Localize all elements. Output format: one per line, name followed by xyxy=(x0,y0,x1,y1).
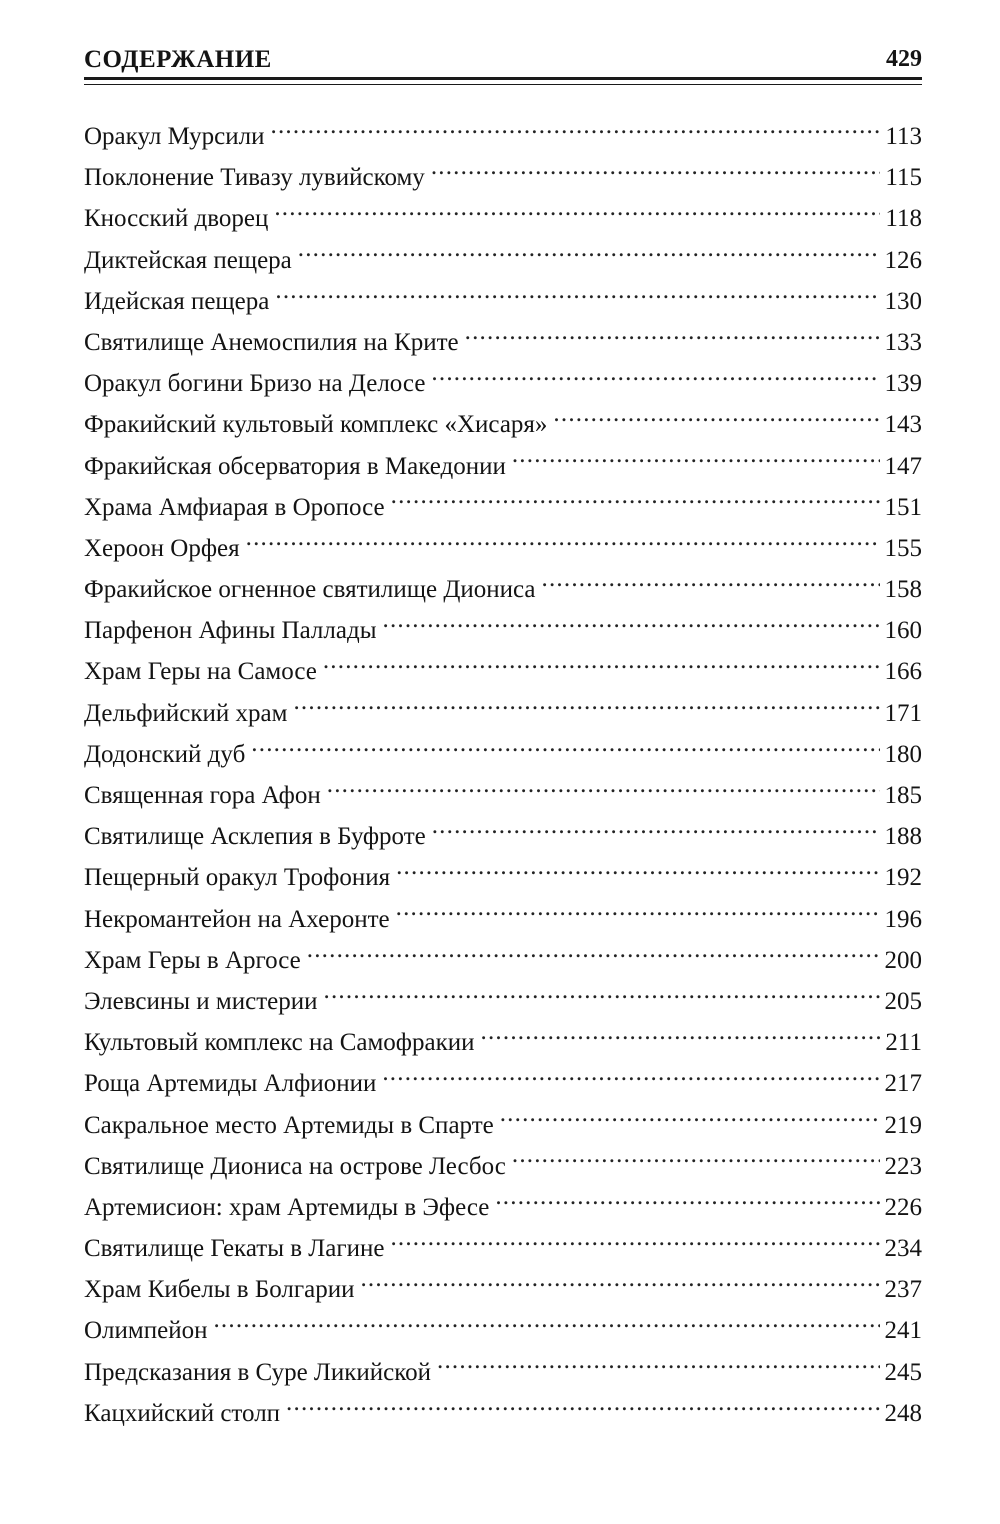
toc-entry xyxy=(84,1226,922,1267)
header-rule-thin xyxy=(84,84,922,85)
toc-dot-leader xyxy=(246,526,880,556)
toc-entry xyxy=(84,279,922,320)
toc-entry-page: 151 xyxy=(884,493,922,521)
toc-dot-leader xyxy=(390,1226,880,1256)
toc-entry-page: 115 xyxy=(885,164,922,192)
toc-dot-leader xyxy=(396,897,880,927)
toc-entry-page: 205 xyxy=(884,987,922,1015)
toc-dot-leader xyxy=(553,402,880,432)
toc-entry xyxy=(84,155,922,196)
toc-entry xyxy=(84,855,922,896)
toc-dot-leader xyxy=(431,155,880,185)
toc-entry-title: Храм Геры в Аргосе xyxy=(84,946,301,974)
toc-entry-title: Олимпейон xyxy=(84,1317,208,1345)
toc-dot-leader xyxy=(275,279,880,309)
toc-dot-leader xyxy=(437,1350,880,1380)
toc-dot-leader xyxy=(500,1103,880,1133)
toc-entry xyxy=(84,979,922,1020)
toc-entry-title: Кносский дворец xyxy=(84,205,269,233)
toc-entry-page: 241 xyxy=(884,1317,922,1345)
toc-entry xyxy=(84,361,922,402)
toc-entry xyxy=(84,320,922,361)
toc-entry-title: Пещерный оракул Трофония xyxy=(84,864,391,892)
toc-entry-page: 237 xyxy=(884,1276,922,1304)
toc-entry-title: Идейская пещера xyxy=(84,287,270,315)
toc-entry xyxy=(84,691,922,732)
toc-entry-page: 171 xyxy=(884,699,922,727)
toc-dot-leader xyxy=(271,114,880,144)
toc-entry xyxy=(84,402,922,443)
toc-entry-title: Священная гора Афон xyxy=(84,782,321,809)
toc-entry xyxy=(84,1020,922,1061)
toc-entry-page: 248 xyxy=(884,1399,922,1427)
toc-entry-title: Предсказания в Суре Ликийской xyxy=(84,1358,432,1386)
toc-entry-title: Оракул Мурсили xyxy=(84,123,265,150)
toc-entry-page: 188 xyxy=(884,823,922,851)
toc-entry xyxy=(84,238,922,279)
toc-entry-title: Хероон Орфея xyxy=(84,534,240,562)
toc-entry xyxy=(84,732,922,773)
toc-entry-title: Фракийское огненное святилище Диониса xyxy=(84,576,536,604)
toc-entry-page: 200 xyxy=(884,946,922,974)
toc-entry-title: Храм Геры на Самосе xyxy=(84,658,317,686)
toc-dot-leader xyxy=(512,444,880,474)
toc-entry xyxy=(84,444,922,485)
toc-entry-page: 143 xyxy=(884,411,922,439)
toc-entry xyxy=(84,196,922,237)
toc-entry-title: Храм Кибелы в Болгарии xyxy=(84,1276,355,1304)
book-page xyxy=(84,42,922,1427)
toc-entry-title: Фракийский культовый комплекс «Хисаря» xyxy=(84,411,548,439)
header-title: СОДЕРЖАНИЕ xyxy=(84,46,272,73)
toc-entry xyxy=(84,897,922,938)
toc-entry-page: 219 xyxy=(884,1111,922,1139)
toc-entry-page: 160 xyxy=(884,617,922,645)
toc-entry-page: 185 xyxy=(884,782,922,809)
toc-entry xyxy=(84,567,922,608)
toc-dot-leader xyxy=(293,691,880,721)
toc-entry xyxy=(84,649,922,690)
toc-dot-leader xyxy=(391,485,880,515)
toc-entry-title: Святилище Диониса на острове Лесбос xyxy=(84,1152,506,1180)
table-of-contents xyxy=(84,114,922,1432)
toc-dot-leader xyxy=(327,773,880,803)
toc-dot-leader xyxy=(465,320,880,350)
toc-entry-page: 245 xyxy=(884,1358,922,1386)
toc-dot-leader xyxy=(323,649,880,679)
toc-entry-title: Храма Амфиарая в Оропосе xyxy=(84,493,385,521)
toc-entry-page: 211 xyxy=(885,1029,922,1057)
toc-dot-leader xyxy=(251,732,880,762)
toc-dot-leader xyxy=(286,1391,880,1421)
toc-entry xyxy=(84,1267,922,1308)
toc-entry-page: 226 xyxy=(884,1193,922,1221)
toc-entry xyxy=(84,814,922,855)
toc-dot-leader xyxy=(481,1020,880,1050)
toc-dot-leader xyxy=(495,1185,880,1215)
toc-entry-page: 166 xyxy=(884,658,922,686)
toc-dot-leader xyxy=(383,608,881,638)
toc-entry xyxy=(84,485,922,526)
toc-dot-leader xyxy=(431,361,880,391)
toc-entry xyxy=(84,1391,922,1432)
toc-entry xyxy=(84,114,922,155)
toc-entry xyxy=(84,526,922,567)
toc-entry xyxy=(84,1061,922,1102)
toc-dot-leader xyxy=(274,196,880,226)
toc-dot-leader xyxy=(432,814,880,844)
toc-entry-page: 113 xyxy=(885,123,922,150)
toc-entry-title: Кацхийский столп xyxy=(84,1399,281,1427)
toc-entry xyxy=(84,1308,922,1349)
toc-dot-leader xyxy=(512,1144,880,1174)
toc-entry-title: Святилище Анемоспилия на Крите xyxy=(84,328,459,356)
toc-entry xyxy=(84,1185,922,1226)
toc-entry xyxy=(84,608,922,649)
toc-entry-title: Диктейская пещера xyxy=(84,246,292,274)
toc-entry-page: 217 xyxy=(884,1070,922,1098)
toc-dot-leader xyxy=(307,938,880,968)
toc-dot-leader xyxy=(298,238,880,268)
toc-entry-page: 118 xyxy=(885,205,922,233)
toc-entry-page: 180 xyxy=(884,740,922,768)
toc-entry-page: 234 xyxy=(884,1235,922,1263)
toc-entry-page: 133 xyxy=(884,328,922,356)
toc-dot-leader xyxy=(542,567,880,597)
running-header xyxy=(84,42,922,76)
toc-entry xyxy=(84,1350,922,1391)
toc-entry-title: Культовый комплекс на Самофракии xyxy=(84,1029,475,1057)
toc-entry-title: Додонский дуб xyxy=(84,740,246,768)
toc-dot-leader xyxy=(360,1267,880,1297)
toc-entry-title: Сакральное место Артемиды в Спарте xyxy=(84,1111,494,1139)
toc-entry-page: 139 xyxy=(884,370,922,398)
toc-dot-leader xyxy=(382,1061,880,1091)
toc-dot-leader xyxy=(396,855,880,885)
toc-entry xyxy=(84,938,922,979)
toc-entry-title: Артемисион: храм Артемиды в Эфесе xyxy=(84,1193,490,1221)
toc-dot-leader xyxy=(213,1308,880,1338)
toc-entry-page: 223 xyxy=(884,1152,922,1180)
toc-entry-page: 158 xyxy=(884,576,922,604)
toc-dot-leader xyxy=(324,979,880,1009)
toc-entry-page: 196 xyxy=(884,905,922,933)
toc-entry-title: Некромантейон на Ахеронте xyxy=(84,905,390,933)
toc-entry-page: 130 xyxy=(884,287,922,315)
toc-entry-page: 147 xyxy=(884,452,922,480)
header-page-number: 429 xyxy=(886,46,922,72)
toc-entry xyxy=(84,1103,922,1144)
toc-entry-page: 126 xyxy=(884,246,922,274)
toc-entry xyxy=(84,773,922,814)
toc-entry-title: Дельфийский храм xyxy=(84,699,288,727)
toc-entry-title: Роща Артемиды Алфионии xyxy=(84,1070,377,1098)
header-rule-thick xyxy=(84,77,922,80)
toc-entry-title: Оракул богини Бризо на Делосе xyxy=(84,370,426,398)
toc-entry-title: Парфенон Афины Паллады xyxy=(84,617,377,645)
toc-entry-page: 155 xyxy=(884,534,922,562)
toc-entry-title: Святилище Асклепия в Буфроте xyxy=(84,823,426,851)
toc-entry-title: Поклонение Тивазу лувийскому xyxy=(84,164,425,192)
toc-entry-title: Фракийская обсерватория в Македонии xyxy=(84,452,506,480)
toc-entry-title: Святилище Гекаты в Лагине xyxy=(84,1235,385,1263)
toc-entry-title: Элевсины и мистерии xyxy=(84,987,318,1015)
toc-entry xyxy=(84,1144,922,1185)
toc-entry-page: 192 xyxy=(884,864,922,892)
